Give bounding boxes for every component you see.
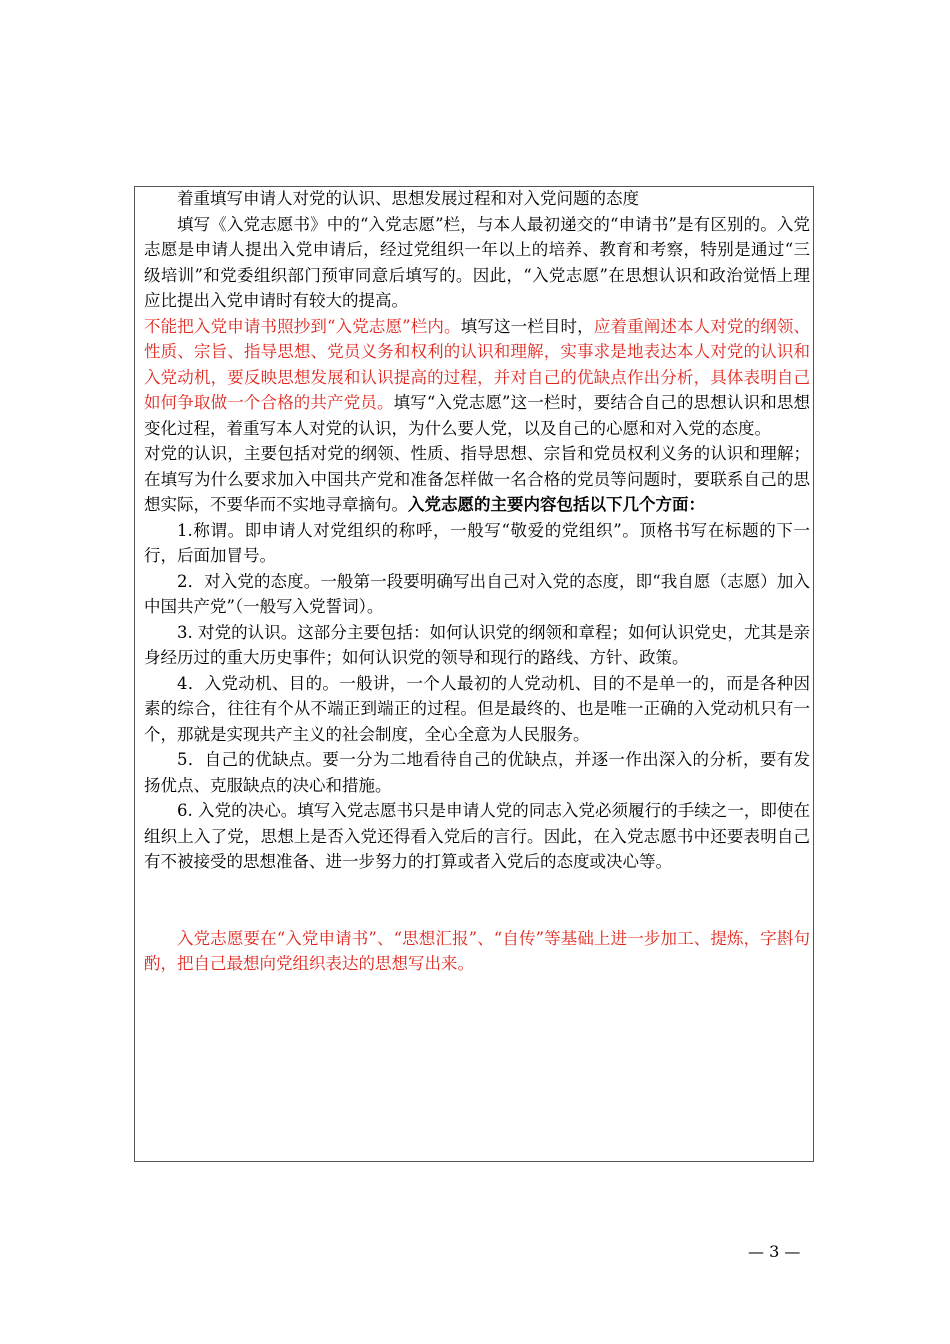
understanding-text: 对党的认识，主要包括对党的纲领、性质、指导思想、宗旨和党员权利义务的认识和理解；在填写为什么要求加入中国共产党和准备怎样做一名合格的党员等问题时，要联系自己的思想实际，不要华而不实地寻章摘句。: [144, 444, 810, 514]
main-content-heading: 入党志愿的主要内容包括以下几个方面：: [408, 495, 705, 514]
list-item-understanding: 3. 对党的认识。这部分主要包括：如何认识党的纲领和章程；如何认识党史，尤其是亲身经历过的重大历史事件；如何认识党的领导和现行的路线、方针、政策。: [144, 622, 810, 667]
paragraph-understanding: [144, 441, 810, 518]
emphasis-text: 应着重阐述本人对党的纲领、性质、宗旨、指导思想、党员义务和权利的认识和理解，实事求是地表达本人对党的认识和入党动机，要反映思想发展和认识提高的过程，并对自己的优缺点作出分析，具体表明自己如何争取做一个合格的共产党员。: [144, 316, 810, 412]
section-heading: 着重填写申请人对党的认识、思想发展过程和对入党问题的态度: [177, 189, 639, 208]
list-item-motivation: 4．入党动机、目的。一般讲，一个人最初的人党动机、目的不是单一的，而是各种因素的综合，往往有个从不端正到端正的过程。但是最终的、也是唯一正确的入党动机只有一个，那就是实现共产主义的社会制度，全心全意为人民服务。: [144, 673, 810, 744]
list-item-salutation: 1.称谓。即申请人对党组织的称呼，一般写“敬爱的党组织”。顶格书写在标题的下一行，后面加冒号。: [144, 520, 810, 565]
list-item-attitude: 2．对入党的态度。一般第一段要明确写出自己对入党的态度，即“我自愿（志愿）加入中国共产党”（一般写入党誓词）。: [144, 571, 810, 616]
list-item-determination: 6. 入党的决心。填写入党志愿书只是申请人党的同志入党必须履行的手续之一，即使在组织上入了党，思想上是否入党还得看入党后的言行。因此，在入党志愿书中还要表明自己有不被接受的思想准备、进一步努力的打算或者入党后的态度或决心等。: [144, 801, 810, 871]
list-item-strengths-weaknesses: 5．自己的优缺点。要一分为二地看待自己的优缺点，并逐一作出深入的分析，要有发扬优点、克服缺点的决心和措施。: [144, 750, 810, 795]
instruction-text: 填写这一栏目时，: [460, 316, 594, 336]
page-number: — 3 —: [748, 1242, 801, 1261]
instruction-text-2: 填写“入党志愿”这一栏时，要结合自己的思想认识和思想变化过程，着重写本人对党的认识，为什么要人党，以及自己的心愿和对入党的态度。: [144, 393, 810, 438]
volunteer-guidance-body: [144, 186, 810, 977]
warning-text: 不能把入党申请书照抄到“入党志愿”栏内。: [144, 316, 461, 336]
closing-note: 入党志愿要在“入党申请书”、“思想汇报”、“自传”等基础上进一步加工、提炼，字斟句酌，把自己最想向党组织表达的思想写出来。: [144, 928, 810, 973]
spacer: [144, 875, 810, 926]
paragraph-instructions: [144, 314, 810, 442]
paragraph-intro: 填写《入党志愿书》中的“入党志愿”栏，与本人最初递交的“申请书”是有区别的。入党志愿是申请人提出入党申请后，经过党组织一年以上的培养、教育和考察，特别是通过“三级培训”和党委组织部门预审同意后填写的。因此，“入党志愿”在思想认识和政治觉悟上理应比提出入党申请时有较大的提高。: [144, 214, 810, 310]
